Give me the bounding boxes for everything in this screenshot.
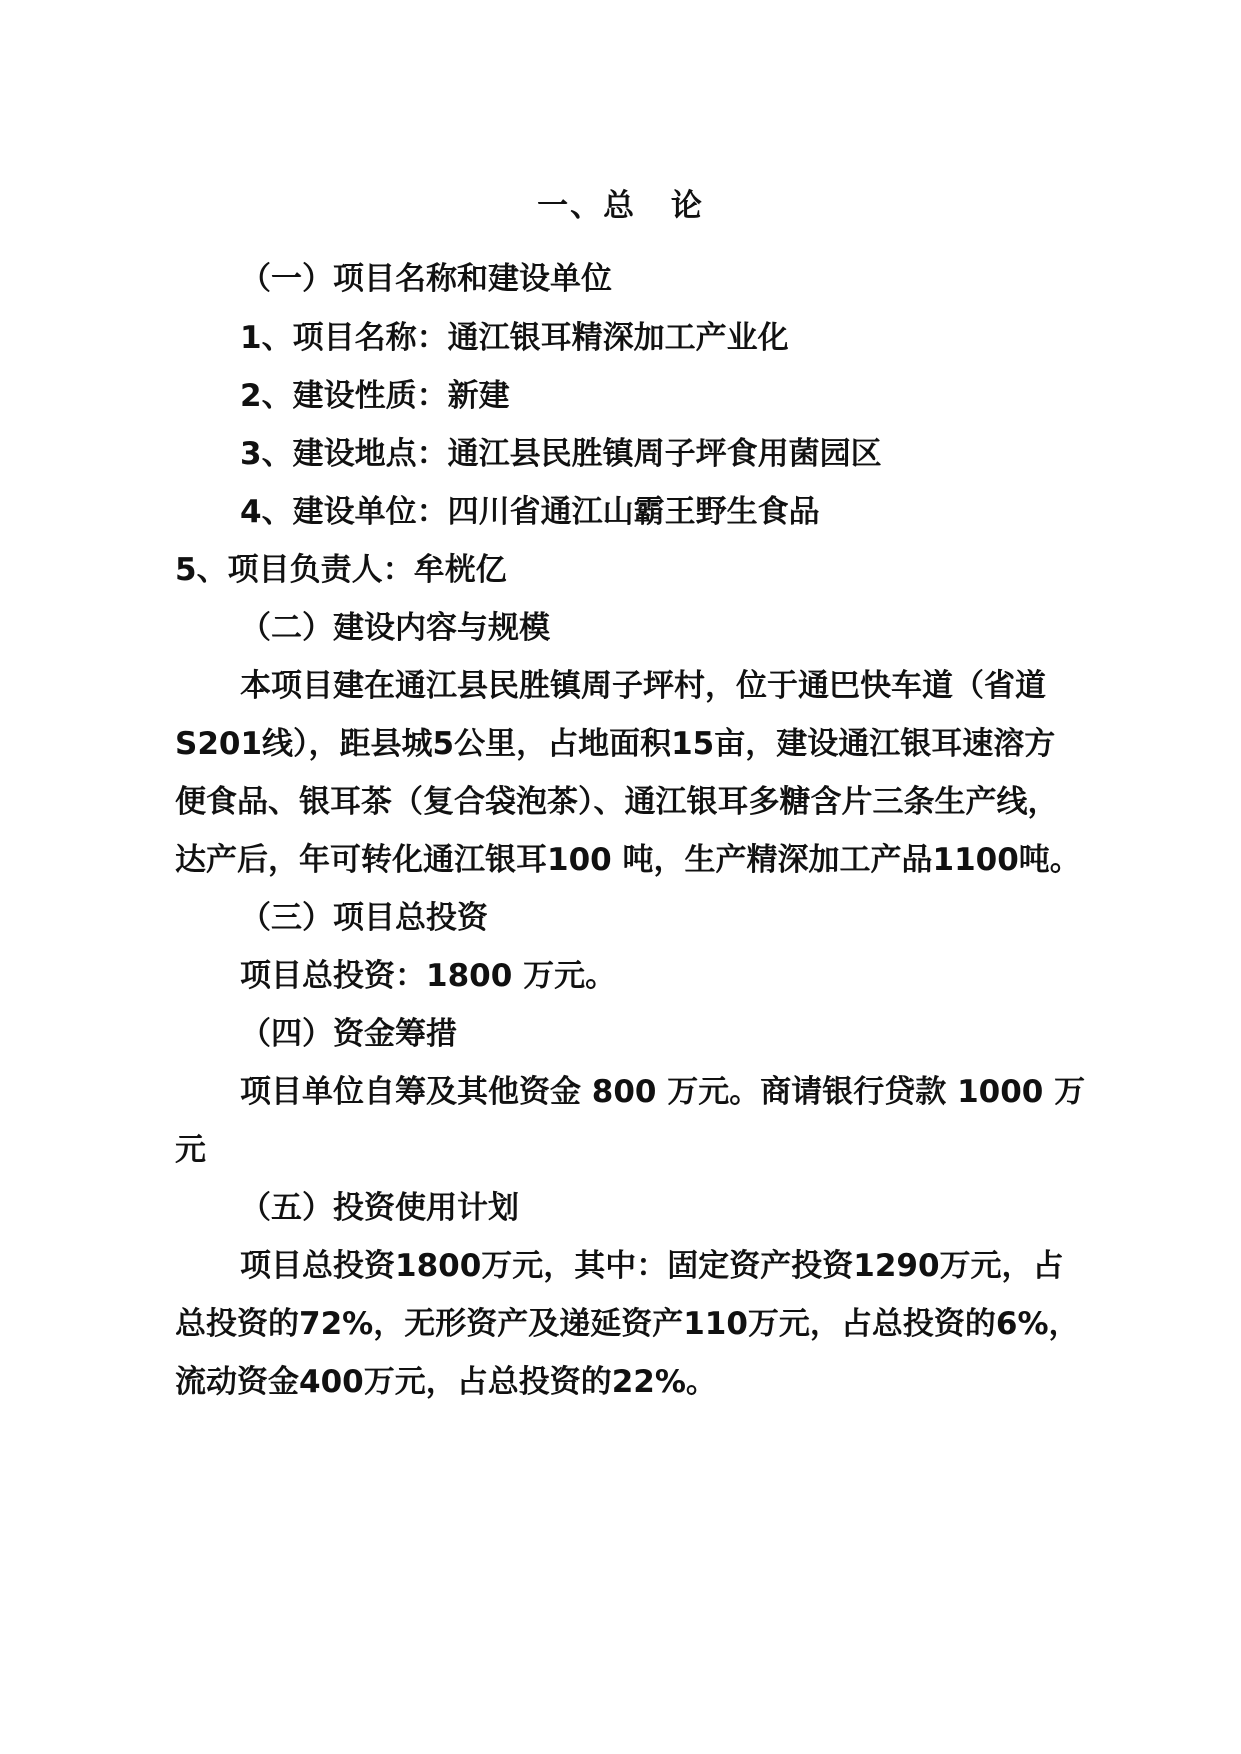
section-3-heading: （三）项目总投资 xyxy=(240,900,488,936)
construction-unit-line: 4、建设单位：四川省通江山霸王野生食品 xyxy=(240,494,820,530)
page-title: 一、总 论 xyxy=(537,188,704,224)
section-5-heading: （五）投资使用计划 xyxy=(240,1190,519,1226)
investment-plan-line-2: 总投资的72%，无形资产及递延资产110万元，占总投资的6%， xyxy=(175,1306,1080,1342)
project-leader-line: 5、项目负责人：牟桄亿 xyxy=(175,552,507,588)
total-investment-line: 项目总投资：1800 万元。 xyxy=(240,958,617,994)
project-name-line: 1、项目名称：通江银耳精深加工产业化 xyxy=(240,320,789,356)
section-2-paragraph-line-4: 达产后，年可转化通江银耳100 吨，生产精深加工产品1100吨。 xyxy=(175,842,1081,878)
section-2-heading: （二）建设内容与规模 xyxy=(240,610,550,646)
construction-nature-line: 2、建设性质：新建 xyxy=(240,378,510,414)
section-2-paragraph-line-2: S201线），距县城5公里，占地面积15亩，建设通江银耳速溶方 xyxy=(175,726,1056,762)
section-2-paragraph-line-1: 本项目建在通江县民胜镇周子坪村，位于通巴快车道（省道 xyxy=(240,668,1046,704)
funding-line-2: 元 xyxy=(175,1132,206,1168)
funding-line-1: 项目单位自筹及其他资金 800 万元。商请银行贷款 1000 万 xyxy=(240,1074,1086,1110)
section-2-paragraph-line-3: 便食品、银耳茶（复合袋泡茶）、通江银耳多糖含片三条生产线， xyxy=(175,784,1059,820)
investment-plan-line-1: 项目总投资1800万元，其中：固定资产投资1290万元，占 xyxy=(240,1248,1064,1284)
section-4-heading: （四）资金筹措 xyxy=(240,1016,457,1052)
investment-plan-line-3: 流动资金400万元，占总投资的22%。 xyxy=(175,1364,717,1400)
construction-site-line: 3、建设地点：通江县民胜镇周子坪食用菌园区 xyxy=(240,436,882,472)
section-1-heading: （一）项目名称和建设单位 xyxy=(240,261,612,297)
